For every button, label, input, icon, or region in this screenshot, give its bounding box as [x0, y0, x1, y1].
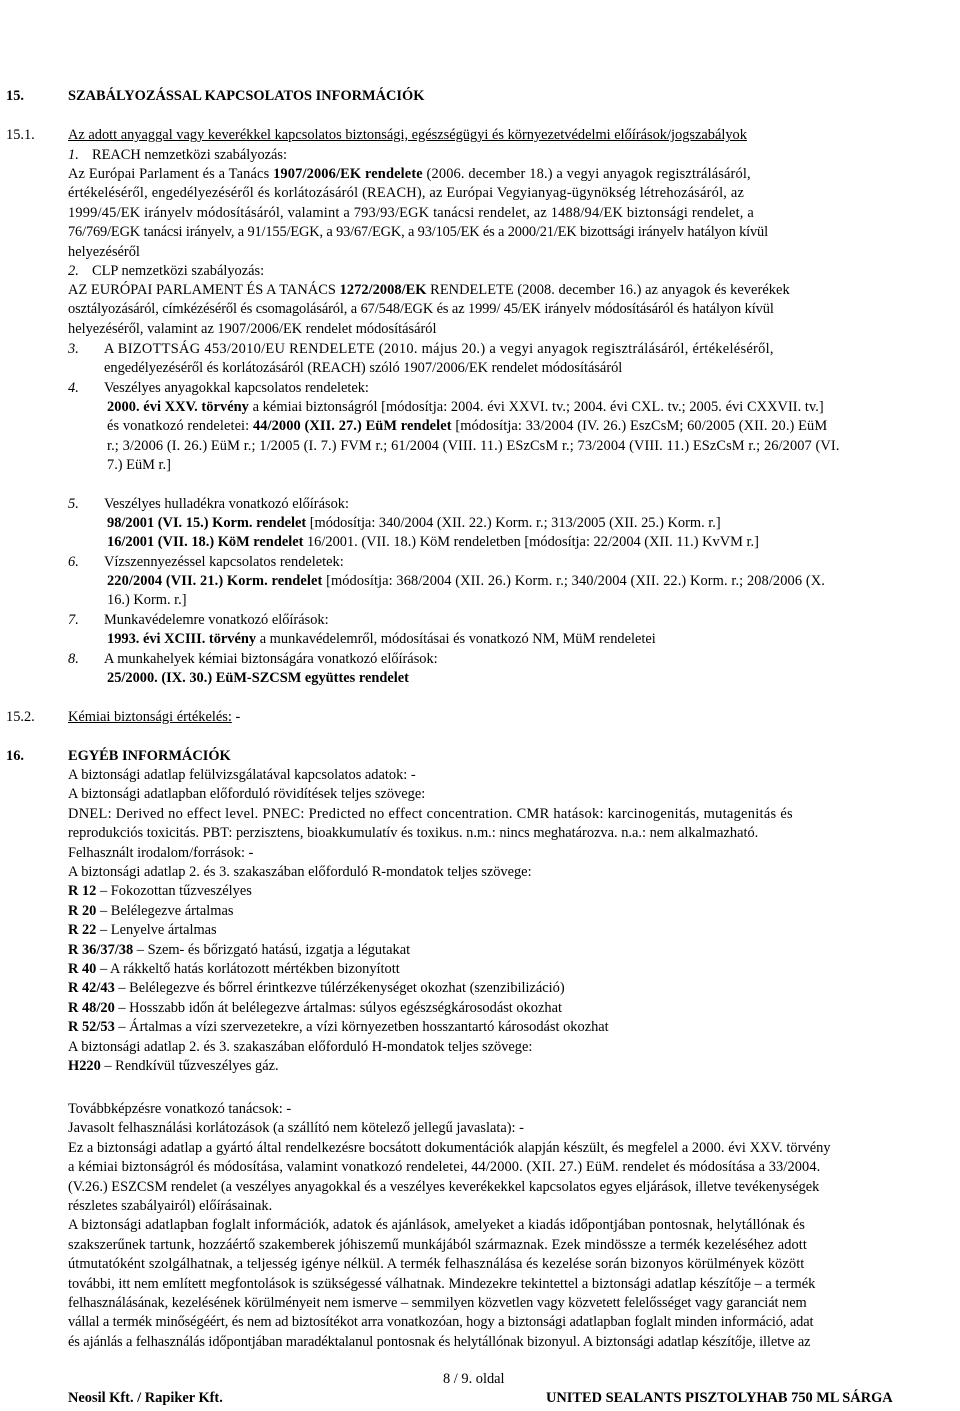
item-5-title: Veszélyes hulladékra vonatkozó előírások:: [104, 496, 349, 512]
item-2-line-2: osztályozásáról, címkézéséről és csomagolásáról, a 67/548/EGK és az 1999/ 45/EK irányelv módosításáról és hatályon kívül: [68, 301, 774, 318]
item-3-number: 3.: [68, 341, 79, 357]
r-phrase-code: R 48/20: [68, 999, 115, 1016]
section-16-body: [68, 766, 956, 1077]
item-4-line-2b: 44/2000 (XII. 27.) EüM rendelet: [252, 418, 452, 435]
item-5-number: 5.: [68, 496, 79, 512]
section-16-title: EGYÉB INFORMÁCIÓK: [68, 748, 231, 764]
item-7-text: [107, 630, 656, 649]
subsection-15-2: [68, 708, 240, 727]
item-1-line-1c: (2006. december 18.) a vegyi anyagok regisztrálásáról,: [422, 166, 751, 182]
item-7-number: 7.: [68, 612, 79, 628]
r-phrase-code: R 12: [68, 883, 97, 900]
item-1-line-3: 1999/45/EK irányelv módosításáról, valamint a 793/93/EGK tanácsi rendelet, az 1488/94/EK biztonsági rendelet, a: [68, 204, 754, 221]
r-phrase-list: [68, 882, 956, 1037]
item-4-line-2c: [módosítja: 33/2004 (IV. 26.) EszCsM; 60/2005 (XII. 20.) EüM: [451, 418, 828, 435]
s16-line-abbrev-2: reprodukciós toxicitás. PBT: perzisztens, bioakkumulatív és toxikus. n.m.: nincs meghatározva. n.a.: nem alkalmazható.: [68, 825, 759, 842]
r-phrase-code: R 20: [68, 902, 97, 919]
item-6-number: 6.: [68, 554, 79, 570]
item-1-line-5: helyezéséről: [68, 243, 140, 260]
item-3-line-1: A BIZOTTSÁG 453/2010/EU RENDELETE (2010. május 20.) a vegyi anyagok regisztrálásáról, értékeléséről,: [104, 341, 774, 357]
item-6-line-1a: 220/2004 (VII. 21.) Korm. rendelet: [107, 573, 323, 589]
s16-para-2-line-6: vállal a termék minőségéért, és nem ad biztosítékot arra vonatkozóan, hogy a biztonsági adatlapban foglalt minden információ, adat: [68, 1314, 814, 1331]
s16-line-review: A biztonsági adatlap felülvizsgálatával kapcsolatos adatok: -: [68, 767, 416, 783]
s16-para-2-line-3: útmutatóként szolgálhatnak, a teljesség igénye nélkül. A termék felhasználása és kezelése során bizonyos körülmények között: [68, 1256, 805, 1273]
item-6-title: Vízszennyezéssel kapcsolatos rendeletek:: [104, 554, 344, 570]
r-phrase: [68, 999, 956, 1018]
s16-line-h-title: A biztonsági adatlap 2. és 3. szakaszában előforduló H-mondatok teljes szövege:: [68, 1038, 533, 1055]
item-5-line-2a: 16/2001 (VII. 18.) KöM rendelet: [107, 534, 304, 551]
website-link[interactable]: http://www.biztonsagiadatlap.hu: [756, 22, 936, 37]
r-phrase: [68, 960, 956, 979]
item-1-line-1a: Az Európai Parlament és a Tanács: [68, 166, 274, 182]
s16-para-2-line-5: felhasználásának, kezelésének körülményeit nem ismerve – semmilyen közvetlen vagy közvetett felelősséget vagy garanciát nem: [68, 1295, 807, 1312]
r-phrase-code: R 22: [68, 922, 97, 939]
item-2-line-1b: 1272/2008/EK: [339, 282, 427, 298]
prep-date: Elkészítés időpontja: 2009. 11. 09.: [6, 3, 197, 18]
s16-para-2-line-2: szakszerűnek tartunk, hozzáértő szakemberek jóhiszemű munkájából származnak. Ezek mindössze a termék kezeléséhez adott: [68, 1236, 808, 1253]
r-phrase-text: – A rákkeltő hatás korlátozott mértékben bizonyított: [96, 961, 400, 978]
r-phrase-code: R 52/53: [68, 1019, 115, 1036]
s16-para-2-line-1: A biztonsági adatlapban foglalt információk, adatok és ajánlások, amelyeket a kiadás időpontjában pontosnak, helytállónak és: [68, 1217, 805, 1234]
item-5-line-2b: 16/2001. (VII. 18.) KöM rendeletben [módosítja: 22/2004 (XII. 11.) KvVM r.]: [303, 534, 759, 551]
h-phrase: [68, 1057, 956, 1076]
footer-company: Neosil Kft. / Rapiker Kft.: [68, 1390, 223, 1406]
item-2-title: CLP nemzetközi szabályozás:: [92, 263, 265, 279]
r-phrase: [68, 882, 956, 901]
item-5-line-1a: 98/2001 (VI. 15.) Korm. rendelet: [107, 515, 307, 531]
r-phrase-text: – Lenyelve ártalmas: [96, 922, 217, 939]
r-phrase-text: – Ártalmas a vízi szervezetekre, a vízi környezetben hosszantartó károsodást okozhat: [114, 1019, 609, 1036]
item-2-line-3: helyezéséről, valamint az 1907/2006/EK rendelet módosításáról: [68, 320, 437, 337]
subsection-15-2-value: -: [231, 709, 241, 725]
section-16-number: 16.: [6, 748, 24, 764]
item-2-line-1a: AZ EURÓPAI PARLAMENT ÉS A TANÁCS: [68, 282, 340, 298]
item-2-line-1c: RENDELETE (2008. december 16.) az anyagok és keverékek: [426, 282, 790, 298]
item-1-line-2: értékeléséről, engedélyezéséről és korlátozásáról (REACH), az Európai Vegyianyag-ügynökség létrehozásáról, az: [68, 185, 745, 202]
item-4-line-1a: 2000. évi XXV. törvény: [107, 399, 249, 415]
r-phrase: [68, 921, 956, 940]
s16-line-r-title: A biztonsági adatlap 2. és 3. szakaszában előforduló R-mondatok teljes szövege:: [68, 864, 532, 881]
s16-line-training: Továbbképzésre vonatkozó tanácsok: -: [68, 1101, 292, 1117]
section-16-body-2: [68, 1100, 956, 1352]
item-6-line-1b: [módosítja: 368/2004 (XII. 26.) Korm. r.; 340/2004 (XII. 22.) Korm. r.; 208/2006 (X.: [322, 573, 825, 589]
h-phrase-text: – Rendkívül tűzveszélyes gáz.: [100, 1058, 279, 1075]
item-1-text: [68, 165, 956, 262]
r-phrase-code: R 36/37/38: [68, 941, 134, 958]
item-7-title: Munkavédelemre vonatkozó előírások:: [104, 612, 329, 628]
review-date: Felülvizsgálat időpontja: 2012. 11. 19.: [6, 22, 219, 37]
item-8-text: 25/2000. (IX. 30.) EüM-SZCSM együttes rendelet: [107, 670, 409, 686]
item-5-text: [107, 514, 957, 553]
subsection-15-1-title: Az adott anyaggal vagy keverékkel kapcsolatos biztonsági, egészségügyi és környezetvédelmi előírások/jogszabályok: [68, 127, 747, 143]
item-4-text: [107, 398, 957, 476]
r-phrase: [68, 1018, 956, 1037]
item-7-line-1b: a munkavédelemről, módosításai és vonatkozó NM, MüM rendeletei: [256, 631, 656, 647]
item-1-line-4: 76/769/EGK tanácsi irányelv, a 91/155/EGK, a 93/67/EGK, a 93/105/EK és a 2000/21/EK bizottsági irányelv hatályon kívül: [68, 224, 768, 241]
r-phrase: [68, 979, 956, 998]
h-phrase-code: H220: [68, 1058, 101, 1075]
item-1-number: 1.: [68, 147, 79, 163]
item-2-number: 2.: [68, 263, 79, 279]
item-5-line-1b: [módosítja: 340/2004 (XII. 22.) Korm. r.; 313/2005 (XII. 25.) Korm. r.]: [306, 515, 721, 531]
item-4-line-2a: és vonatkozó rendeletei:: [107, 418, 253, 435]
s16-line-abbrev-title: A biztonsági adatlapban előforduló rövidítések teljes szövege:: [68, 786, 426, 803]
r-phrase-text: – Belélegezve és bőrrel érintkezve túlérzékenységet okozhat (szenzibilizáció): [114, 980, 565, 997]
item-3-text: [104, 340, 956, 379]
r-phrase-code: R 40: [68, 961, 97, 978]
item-4-line-1b: a kémiai biztonságról [módosítja: 2004. évi XXVI. tv.; 2004. évi CXL. tv.; 2005. évi CXXVII. tv.]: [248, 399, 824, 415]
r-phrase-text: – Szem- és bőrizgató hatású, izgatja a légutakat: [133, 941, 411, 958]
r-phrase-text: – Belélegezve ártalmas: [96, 902, 234, 919]
item-1-title: REACH nemzetközi szabályozás:: [92, 147, 288, 163]
s16-para-1-line-2: a kémiai biztonságról és módosítása, valamint vonatkozó rendeletei, 44/2000. (XII. 27.) EüM. rendelet és módosítása a 33/2004.: [68, 1159, 821, 1176]
item-8-title: A munkahelyek kémiai biztonságára vonatkozó előírások:: [104, 651, 438, 667]
item-6-line-2: 16.) Korm. r.]: [107, 592, 187, 609]
r-phrase-text: – Fokozottan tűzveszélyes: [96, 883, 252, 900]
item-7-line-1a: 1993. évi XCIII. törvény: [107, 631, 257, 647]
footer-product: UNITED SEALANTS PISZTOLYHAB 750 ML SÁRGA: [546, 1390, 893, 1406]
item-4-number: 4.: [68, 380, 79, 396]
r-phrase: [68, 941, 956, 960]
item-2-text: [68, 281, 956, 339]
item-4-line-4: 7.) EüM r.]: [107, 457, 171, 474]
item-3-line-2: engedélyezéséről és korlátozásáról (REACH) szóló 1907/2006/EK rendelet módosításáról: [104, 360, 623, 377]
s16-line-abbrev-1: DNEL: Derived no effect level. PNEC: Predicted no effect concentration. CMR hatások: karcinogenitás, mutagenitás és: [68, 805, 793, 822]
item-6-text: [107, 572, 957, 611]
s16-line-literature: Felhasznált irodalom/források: -: [68, 844, 254, 861]
subsection-15-1-number: 15.1.: [6, 127, 35, 143]
subsection-15-2-title: Kémiai biztonsági értékelés:: [68, 709, 232, 725]
s16-para-1-line-4: részletes szabályairól) előírásainak.: [68, 1198, 273, 1215]
item-8-number: 8.: [68, 651, 79, 667]
s16-para-1-line-1: Ez a biztonsági adatlap a gyártó által rendelkezésre bocsátott dokumentációk alapján készült, és megfelel a 2000. évi XXV. törvény: [68, 1139, 831, 1156]
item-1-line-1b: 1907/2006/EK rendelete: [273, 166, 423, 182]
subsection-15-2-number: 15.2.: [6, 709, 35, 725]
section-15-title: SZABÁLYOZÁSSAL KAPCSOLATOS INFORMÁCIÓK: [68, 88, 425, 104]
r-phrase-code: R 42/43: [68, 980, 115, 997]
page-number: 8 / 9. oldal: [443, 1371, 505, 1387]
s16-para-1-line-3: (V.26.) ESZCSM rendelet (a veszélyes anyagokkal és a veszélyes keverékekkel kapcsolatos egyes eljárások, illetve tevékenységek: [68, 1178, 820, 1195]
item-4-line-3: r.; 3/2006 (I. 26.) EüM r.; 1/2005 (I. 7.) FVM r.; 61/2004 (VIII. 11.) ESzCsM r.; 73/2004 (VIII. 11.) ESzCsM r.; 26/2007 (VI.: [107, 437, 840, 454]
r-phrase-text: – Hosszabb időn át belélegezve ártalmas: súlyos egészségkárosodást okozhat: [114, 999, 562, 1016]
s16-para-2-line-4: további, itt nem említett megfontolások is szükségessé válhatnak. Mindezekre tekintettel a biztonsági adatlap készítője – a termék: [68, 1275, 816, 1292]
s16-line-restrictions: Javasolt felhasználási korlátozások (a szállító nem kötelező jellegű javaslata): -: [68, 1120, 524, 1137]
s16-para-2-line-7: és ajánlás a felhasználás időpontjában maradéktalanul pontosnak és helytállónak bizonyul. A biztonsági adatlap készítője, illetve az: [68, 1333, 811, 1350]
version: Verziószám: 2: [6, 40, 85, 55]
section-15-number: 15.: [6, 88, 24, 104]
r-phrase: [68, 902, 956, 921]
item-4-title: Veszélyes anyagokkal kapcsolatos rendeletek:: [104, 380, 369, 396]
